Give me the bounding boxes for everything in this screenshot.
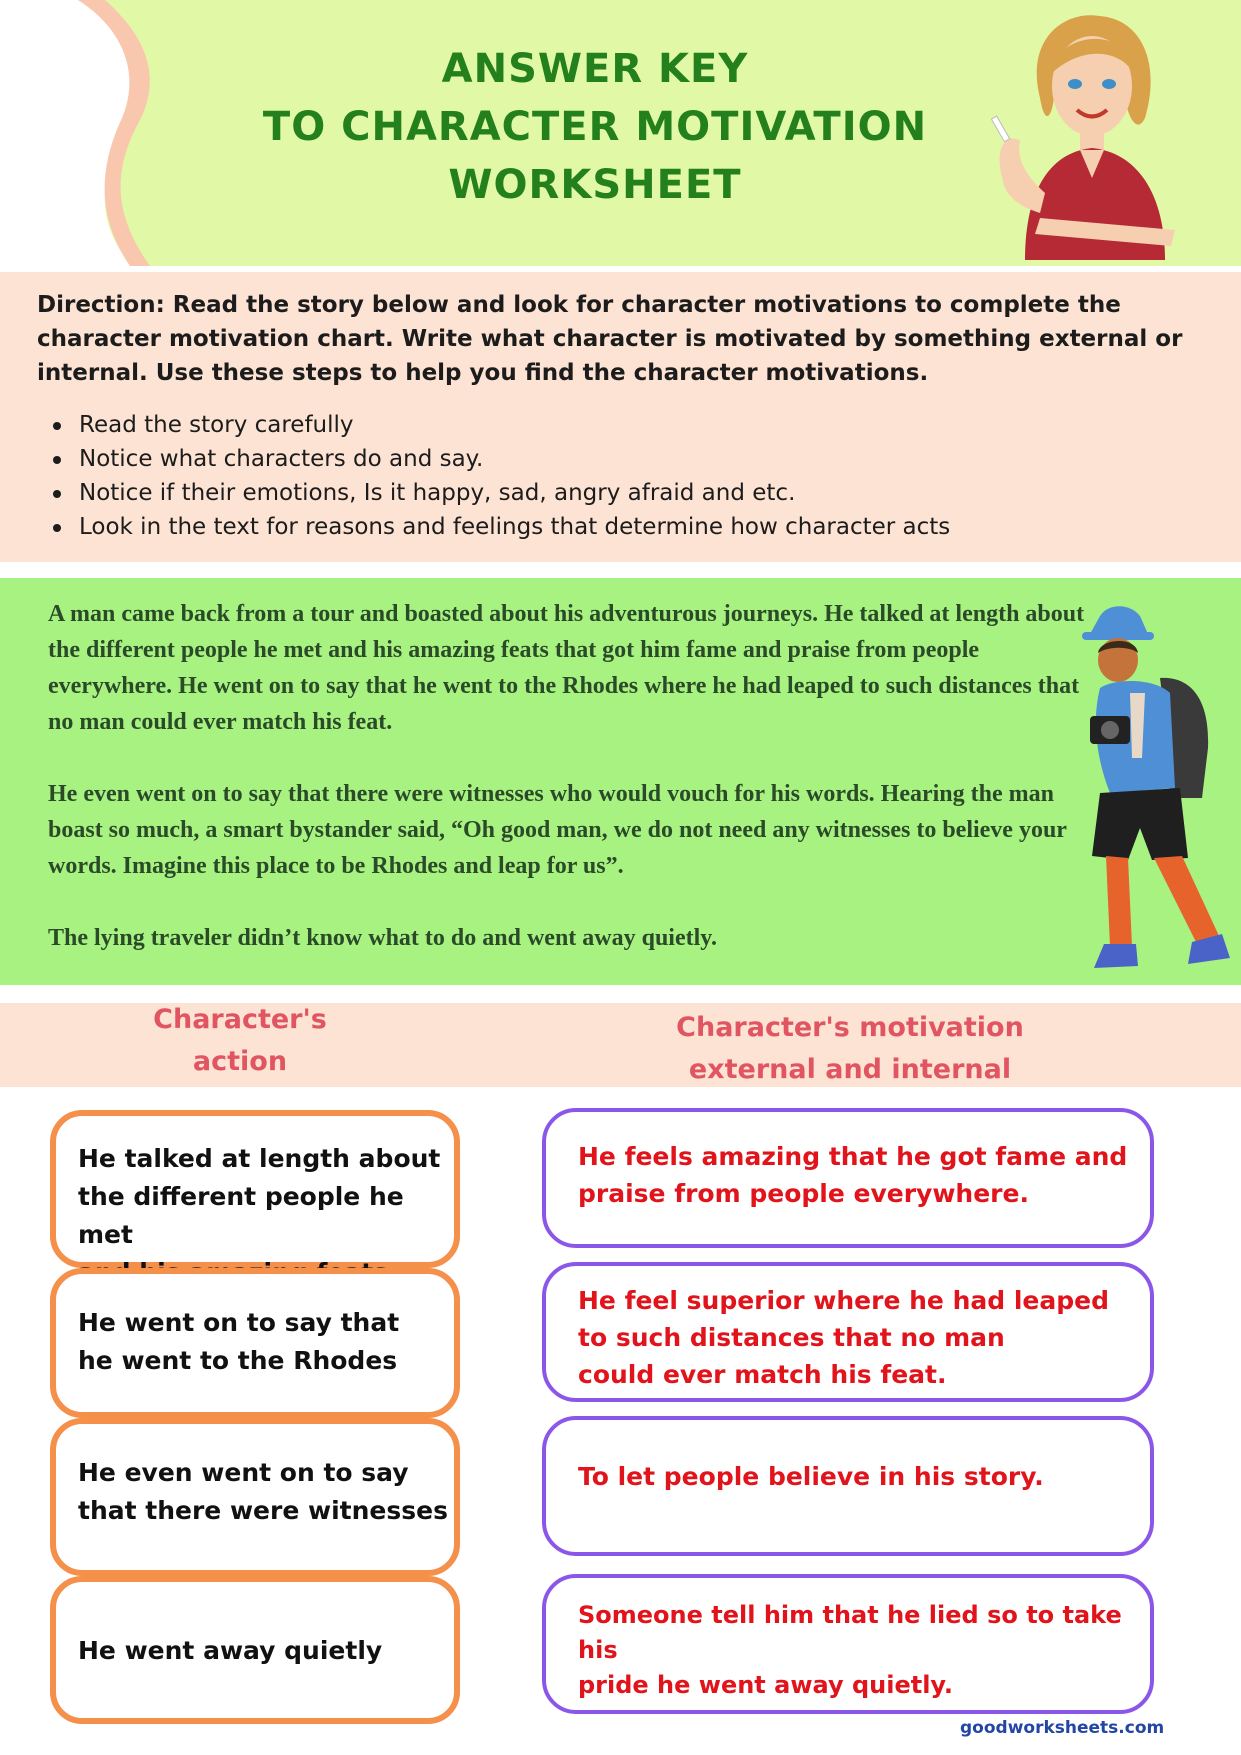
worksheet-header [0,0,1241,266]
action-text: He went on to say that he went to the Rhodes [78,1308,400,1375]
step-item: Notice what characters do and say. [53,442,1173,476]
action-column-header [120,999,360,1083]
step-item: Look in the text for reasons and feelings that determine how character acts [53,510,1173,544]
action-box [50,1418,460,1576]
page-title [190,40,1000,214]
motivation-box [542,1416,1154,1556]
action-text: He went away quietly [78,1636,383,1665]
title-line: WORKSHEET [448,162,742,208]
motivation-text: He feel superior where he had leaped to such distances that no man could ever match his feat. [578,1286,1109,1389]
motivation-column-header [620,1007,1080,1091]
directions-text: Direction: Read the story below and look for character motivations to complete the character motivation chart. Write what character is motivated by something external or internal. Use these steps to help you find the character motivations. [37,292,1183,386]
step-item: Notice if their emotions, Is it happy, sad, angry afraid and etc. [53,476,1173,510]
header-text: Character's action [153,1004,327,1077]
chart-header [0,1003,1241,1087]
header-text: Character's motivation external and internal [676,1012,1024,1085]
decorative-swirl [0,0,170,266]
action-text: He talked at length about the different people he met [78,1144,441,1249]
story-paragraph: He even went on to say that there were witnesses who would vouch for his words. Hearing the man boast so much, a smart bystander said, “Oh good man, we do not need any witnesses to believe your words. Imagine this place to be Rhodes and leap for us”. [48,781,1067,879]
action-box [50,1110,460,1268]
teacher-illustration [985,8,1195,260]
motivation-box [542,1108,1154,1248]
motivation-box [542,1262,1154,1402]
directions-section [0,272,1241,562]
motivation-text: To let people believe in his story. [578,1462,1044,1491]
action-text: He even went on to say that there were witnesses [78,1458,448,1525]
action-box [50,1268,460,1418]
site-credit: goodworksheets.com [960,1718,1165,1738]
title-line: ANSWER KEY [441,46,749,92]
motivation-text: Someone tell him that he lied so to take his pride he went away quietly. [578,1601,1122,1699]
story-paragraph: The lying traveler didn’t know what to do and went away quietly. [48,925,717,951]
motivation-text: He feels amazing that he got fame and praise from people everywhere. [578,1142,1128,1208]
story-section [0,578,1241,985]
story-paragraph: A man came back from a tour and boasted about his adventurous journeys. He talked at length about the different people he met and his amazing feats that got him fame and praise from people everywhere. He went on to say that he went to the Rhodes where he had leaped to such distances that no man could ever match his feat. [48,601,1085,735]
traveler-illustration [1070,598,1235,976]
step-item: Read the story carefully [53,408,1173,442]
steps-list [53,408,1173,544]
title-line: TO CHARACTER MOTIVATION [262,104,928,150]
motivation-box [542,1574,1154,1714]
action-box [50,1576,460,1724]
